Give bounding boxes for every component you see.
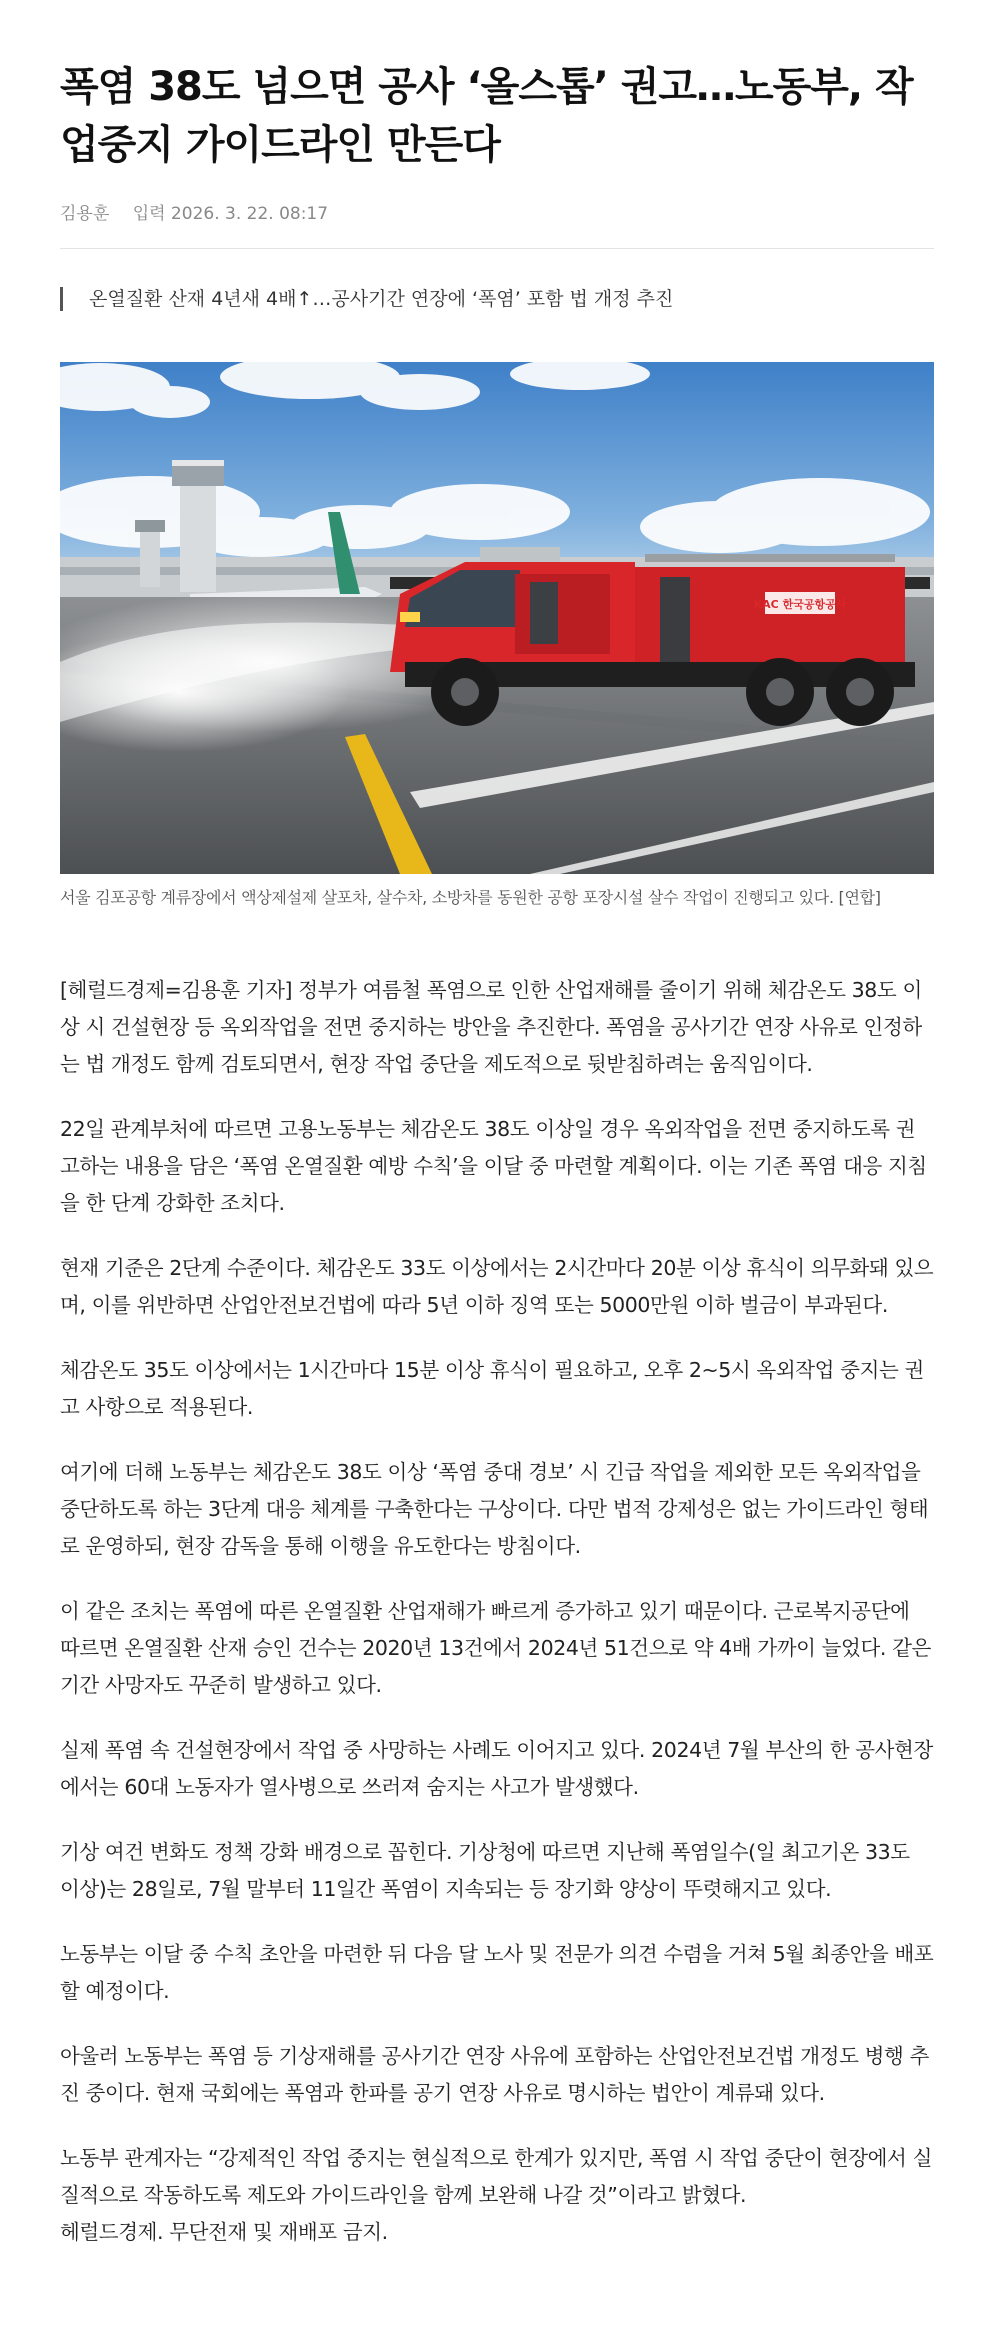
article-body — [60, 972, 934, 2251]
author-name[interactable]: 김용훈 — [60, 204, 110, 224]
body-paragraph: 여기에 더해 노동부는 체감온도 38도 이상 ‘폭염 중대 경보’ 시 긴급 작업을 제외한 모든 옥외작업을 중단하도록 하는 3단계 대응 체계를 구축한다는 구상이다. 다만 법적 강제성은 없는 가이드라인 형태로 운영하되, 현장 감독을 통해 이행을 유도한다는 방침이다. — [60, 1460, 929, 1558]
body-paragraph: 22일 관계부처에 따르면 고용노동부는 체감온도 38도 이상일 경우 옥외작업을 전면 중지하도록 권고하는 내용을 담은 ‘폭염 온열질환 예방 수칙’을 이달 중 마련할 계획이다. 이는 기존 폭염 대응 지침을 한 단계 강화한 조치다. — [60, 1117, 927, 1215]
body-paragraph: [헤럴드경제=김용훈 기자] 정부가 여름철 폭염으로 인한 산업재해를 줄이기 위해 체감온도 38도 이상 시 건설현장 등 옥외작업을 전면 중지하는 방안을 추진한다. 폭염을 공사기간 연장 사유로 인정하는 법 개정도 함께 검토되면서, 현장 작업 중단을 제도적으로 뒷받침하려는 움직임이다. — [60, 978, 922, 1076]
body-paragraph: 노동부는 이달 중 수칙 초안을 마련한 뒤 다음 달 노사 및 전문가 의견 수렴을 거쳐 5월 최종안을 배포할 예정이다. — [60, 1942, 934, 2003]
headline: 폭염 38도 넘으면 공사 ‘올스톱’ 권고…노동부, 작업중지 가이드라인 만든다 — [60, 64, 913, 168]
body-paragraph: 체감온도 35도 이상에서는 1시간마다 15분 이상 휴식이 필요하고, 오후 2~5시 옥외작업 중지는 권고 사항으로 적용된다. — [60, 1358, 924, 1419]
body-paragraph: 기상 여건 변화도 정책 강화 배경으로 꼽힌다. 기상청에 따르면 지난해 폭염일수(일 최고기온 33도 이상)는 28일로, 7월 말부터 11일간 폭염이 지속되는 등 장기화 양상이 뚜렷해지고 있다. — [60, 1840, 910, 1901]
publish-date: 입력 2026. 3. 22. 08:17 — [132, 204, 329, 224]
body-paragraph: 실제 폭염 속 건설현장에서 작업 중 사망하는 사례도 이어지고 있다. 2024년 7월 부산의 한 공사현장에서는 60대 노동자가 열사병으로 쓰러져 숨지는 사고가 발생했다. — [60, 1738, 933, 1799]
body-paragraph: 이 같은 조치는 폭염에 따른 온열질환 산업재해가 빠르게 증가하고 있기 때문이다. 근로복지공단에 따르면 온열질환 산재 승인 건수는 2020년 13건에서 2024년 51건으로 약 4배 가까이 늘었다. 같은 기간 사망자도 꾸준히 발생하고 있다. — [60, 1599, 931, 1697]
body-paragraph: 아울러 노동부는 폭염 등 기상재해를 공사기간 연장 사유에 포함하는 산업안전보건법 개정도 병행 추진 중이다. 현재 국회에는 폭염과 한파를 공기 연장 사유로 명시하는 법안이 계류돼 있다. — [60, 2044, 929, 2105]
truck-logo-text: KAC 한국공항공사 — [753, 598, 847, 611]
photo-caption: 서울 김포공항 계류장에서 액상제설제 살포차, 살수차, 소방차를 동원한 공항 포장시설 살수 작업이 진행되고 있다. [연합] — [60, 888, 881, 907]
body-paragraph: 현재 기준은 2단계 수준이다. 체감온도 33도 이상에서는 2시간마다 20분 이상 휴식이 의무화돼 있으며, 이를 위반하면 산업안전보건법에 따라 5년 이하 징역 또는 5000만원 이하 벌금이 부과된다. — [60, 1256, 934, 1317]
body-paragraph: 노동부 관계자는 “강제적인 작업 중지는 현실적으로 한계가 있지만, 폭염 시 작업 중단이 현장에서 실질적으로 작동하도록 제도와 가이드라인을 함께 보완해 나갈 것”이라고 밝혔다. — [60, 2146, 932, 2207]
article — [60, 0, 934, 2244]
copyright-notice: 헤럴드경제. 무단전재 및 재배포 금지. — [60, 2220, 388, 2244]
byline — [60, 202, 934, 226]
divider — [60, 248, 934, 249]
subheadline: 온열질환 산재 4년새 4배↑…공사기간 연장에 ‘폭염’ 포함 법 개정 추진 — [60, 287, 934, 311]
article-photo — [60, 362, 934, 874]
